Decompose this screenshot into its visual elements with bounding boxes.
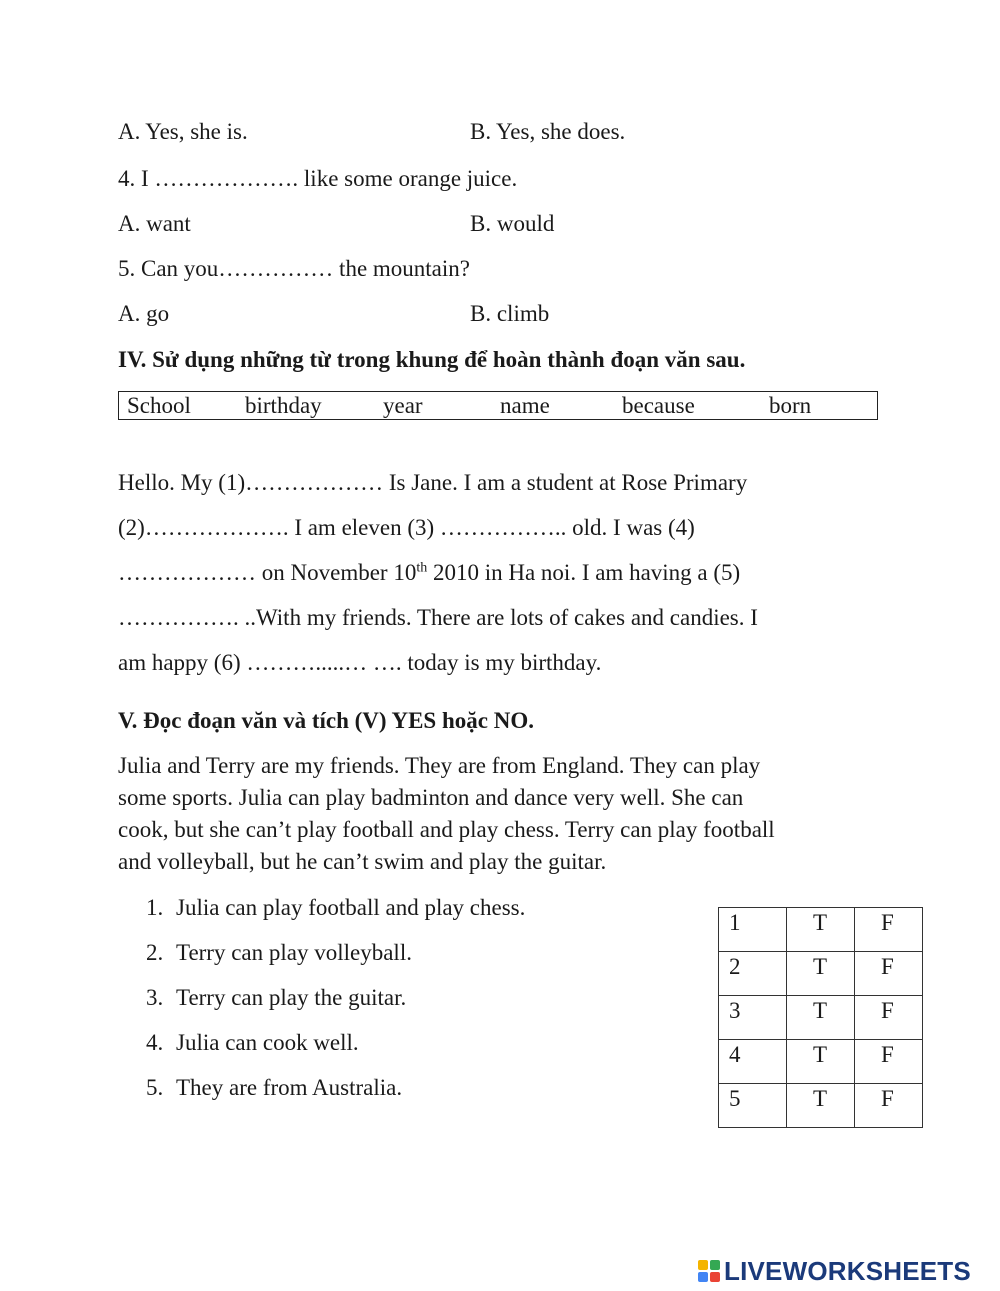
row-number: 1 (719, 908, 787, 952)
cloze-line-4: ……………. ..With my friends. There are lots of cakes and candies. I (118, 605, 758, 630)
statement-num: 2. (146, 940, 164, 965)
false-cell[interactable]: F (855, 996, 923, 1040)
word-birthday: birthday (245, 393, 322, 418)
cloze-line-2: (2)………………. I am eleven (3) …………….. old. I was (4) (118, 515, 695, 540)
true-cell[interactable]: T (787, 952, 855, 996)
passage-line-2: some sports. Julia can play badminton and dance very well. She can (118, 785, 744, 810)
passage-line-3: cook, but she can’t play football and play chess. Terry can play football (118, 817, 775, 842)
false-cell[interactable]: F (855, 1040, 923, 1084)
cloze-line-3-sup: th (416, 560, 428, 576)
q5-question: 5. Can you…………… the mountain? (118, 256, 470, 281)
statement-num: 4. (146, 1030, 164, 1055)
false-cell[interactable]: F (855, 952, 923, 996)
word-born: born (769, 393, 812, 418)
q5-option-a: A. go (118, 301, 170, 326)
statement-5 (146, 1074, 402, 1102)
false-cell[interactable]: F (855, 1084, 923, 1128)
liveworksheets-logo (698, 1255, 971, 1287)
cloze-line-3 (118, 557, 878, 589)
statement-text: Terry can play volleyball. (176, 940, 412, 965)
statement-text: Julia can play football and play chess. (176, 895, 526, 920)
false-cell[interactable]: F (855, 908, 923, 952)
cloze-line-3-after: 2010 in Ha noi. I am having a (5) (427, 560, 741, 585)
statement-4 (146, 1029, 359, 1057)
passage-line-1: Julia and Terry are my friends. They are from England. They can play (118, 753, 761, 778)
statement-2 (146, 939, 412, 967)
q5-option-b: B. climb (470, 301, 550, 326)
q3-option-a: A. Yes, she is. (118, 119, 248, 144)
q4-question: 4. I ………………. like some orange juice. (118, 166, 518, 191)
table-row (719, 1040, 923, 1084)
row-number: 4 (719, 1040, 787, 1084)
table-row (719, 1084, 923, 1128)
section4-title: IV. Sử dụng những từ trong khung để hoàn thành đoạn văn sau. (118, 347, 746, 372)
statement-num: 3. (146, 985, 164, 1010)
cloze-line-5: am happy (6) ……….....… …. today is my birthday. (118, 650, 602, 675)
cloze-line-3-before: ……………… on November 10 (118, 560, 417, 585)
passage-line-4: and volleyball, but he can’t swim and play the guitar. (118, 849, 607, 874)
q3-option-b: B. Yes, she does. (470, 119, 626, 144)
word-box (118, 391, 878, 420)
word-school: School (127, 393, 191, 418)
true-cell[interactable]: T (787, 996, 855, 1040)
word-name: name (500, 393, 550, 418)
table-row (719, 952, 923, 996)
statement-text: They are from Australia. (176, 1075, 403, 1100)
row-number: 2 (719, 952, 787, 996)
logo-text: LIVEWORKSHEETS (724, 1255, 971, 1286)
statement-3 (146, 984, 406, 1012)
table-row (719, 908, 923, 952)
row-number: 5 (719, 1084, 787, 1128)
statement-num: 5. (146, 1075, 164, 1100)
statement-text: Terry can play the guitar. (176, 985, 407, 1010)
table-row (719, 996, 923, 1040)
true-false-table (718, 907, 923, 1128)
section5-title: V. Đọc đoạn văn và tích (V) YES hoặc NO. (118, 708, 534, 733)
true-cell[interactable]: T (787, 1084, 855, 1128)
q4-option-a: A. want (118, 211, 191, 236)
true-cell[interactable]: T (787, 1040, 855, 1084)
statement-1 (146, 894, 525, 922)
statement-num: 1. (146, 895, 164, 920)
q4-option-b: B. would (470, 211, 555, 236)
cloze-line-1: Hello. My (1)……………… Is Jane. I am a student at Rose Primary (118, 470, 748, 495)
true-cell[interactable]: T (787, 908, 855, 952)
word-year: year (383, 393, 423, 418)
logo-grid-icon (698, 1260, 720, 1282)
row-number: 3 (719, 996, 787, 1040)
statement-text: Julia can cook well. (176, 1030, 359, 1055)
word-because: because (622, 393, 695, 418)
